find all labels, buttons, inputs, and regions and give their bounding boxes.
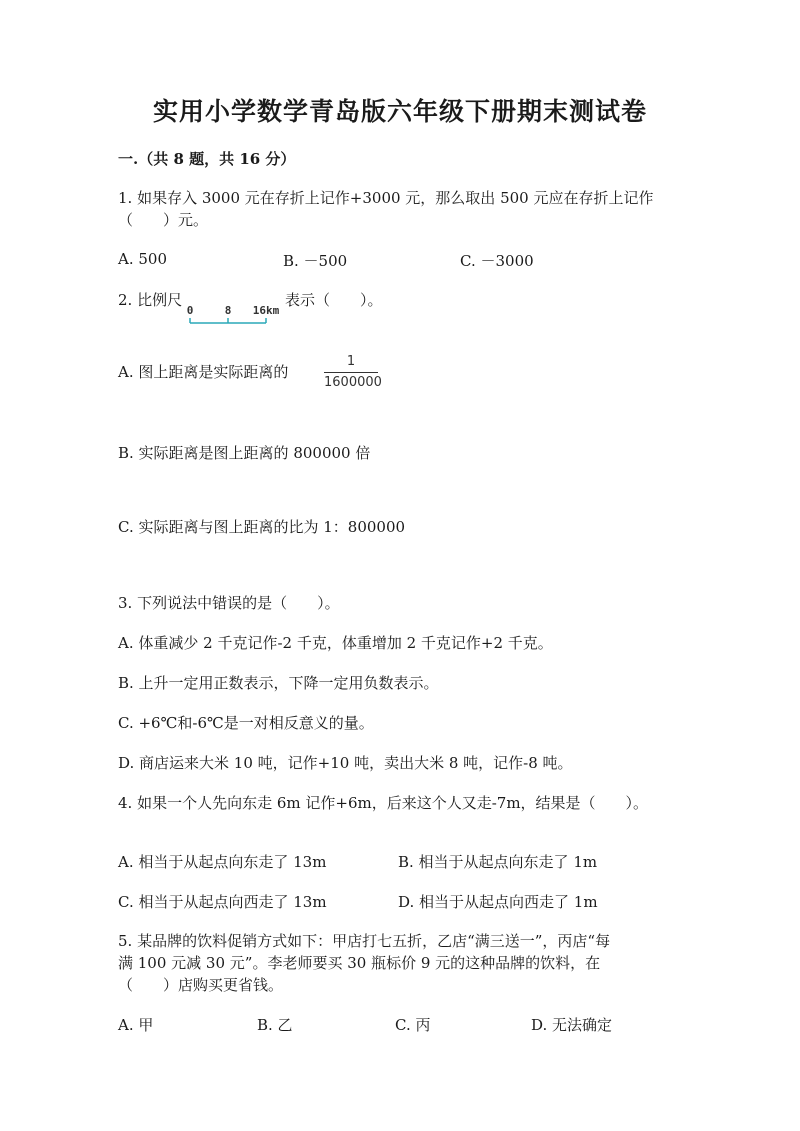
question-3-option-c[interactable]: C. +6℃和-6℃是一对相反意义的量。 bbox=[118, 714, 374, 732]
question-3-option-b[interactable]: B. 上升一定用正数表示，下降一定用负数表示。 bbox=[118, 674, 439, 692]
fraction-denominator: 1600000 bbox=[324, 375, 382, 390]
question-1-stem-line2: （ ）元。 bbox=[118, 211, 209, 229]
fraction-numerator: 1 bbox=[346, 354, 356, 369]
question-3-stem: 3. 下列说法中错误的是（ ）。 bbox=[118, 594, 340, 612]
section-header: 一.（共 8 题，共 16 分） bbox=[118, 150, 296, 168]
question-2-option-b[interactable]: B. 实际距离是图上距离的 800000 倍 bbox=[118, 444, 371, 462]
question-1-option-a[interactable]: A. 500 bbox=[118, 250, 167, 268]
question-5-option-d[interactable]: D. 无法确定 bbox=[531, 1016, 613, 1034]
scale-label-8: 8 bbox=[224, 304, 232, 317]
scale-bar-figure bbox=[186, 302, 286, 328]
question-4-option-b[interactable]: B. 相当于从起点向东走了 1m bbox=[398, 853, 598, 871]
question-4-option-a[interactable]: A. 相当于从起点向东走了 13m bbox=[118, 853, 327, 871]
scale-label-16km: 16km bbox=[252, 304, 280, 317]
question-2-option-c[interactable]: C. 实际距离与图上距离的比为 1：800000 bbox=[118, 518, 406, 536]
question-1-stem-line1: 1. 如果存入 3000 元在存折上记作+3000 元，那么取出 500 元应在存折上记作 bbox=[118, 189, 654, 207]
question-2-stem-prefix: 2. 比例尺 bbox=[118, 291, 183, 309]
question-5-option-c[interactable]: C. 丙 bbox=[395, 1016, 431, 1034]
scale-bar-svg bbox=[186, 302, 286, 328]
question-2-stem-suffix: 表示（ ）。 bbox=[285, 291, 383, 309]
question-4-option-d[interactable]: D. 相当于从起点向西走了 1m bbox=[398, 893, 598, 911]
question-2-option-a[interactable]: A. 图上距离是实际距离的 bbox=[118, 363, 289, 381]
question-5-option-a[interactable]: A. 甲 bbox=[118, 1016, 154, 1034]
scale-label-0: 0 bbox=[186, 304, 194, 317]
question-4-stem: 4. 如果一个人先向东走 6m 记作+6m，后来这个人又走-7m，结果是（ ）。 bbox=[118, 794, 649, 812]
question-1-option-c[interactable]: C. －3000 bbox=[460, 252, 534, 270]
question-4-option-c[interactable]: C. 相当于从起点向西走了 13m bbox=[118, 893, 327, 911]
question-3-option-a[interactable]: A. 体重减少 2 千克记作-2 千克，体重增加 2 千克记作+2 千克。 bbox=[118, 634, 553, 652]
question-5-option-b[interactable]: B. 乙 bbox=[257, 1016, 293, 1034]
page-title: 实用小学数学青岛版六年级下册期末测试卷 bbox=[152, 97, 647, 126]
fraction-bar bbox=[324, 372, 378, 373]
question-3-option-d[interactable]: D. 商店运来大米 10 吨，记作+10 吨，卖出大米 8 吨，记作-8 吨。 bbox=[118, 754, 573, 772]
question-1-option-b[interactable]: B. －500 bbox=[283, 252, 348, 270]
question-5-stem-line3: （ ）店购买更省钱。 bbox=[118, 976, 284, 994]
question-5-stem-line1: 5. 某品牌的饮料促销方式如下：甲店打七五折，乙店“满三送一”，丙店“每 bbox=[118, 932, 611, 950]
question-5-stem-line2: 满 100 元减 30 元”。李老师要买 30 瓶标价 9 元的这种品牌的饮料，在 bbox=[118, 954, 601, 972]
fraction-1-over-1600000 bbox=[324, 354, 382, 391]
